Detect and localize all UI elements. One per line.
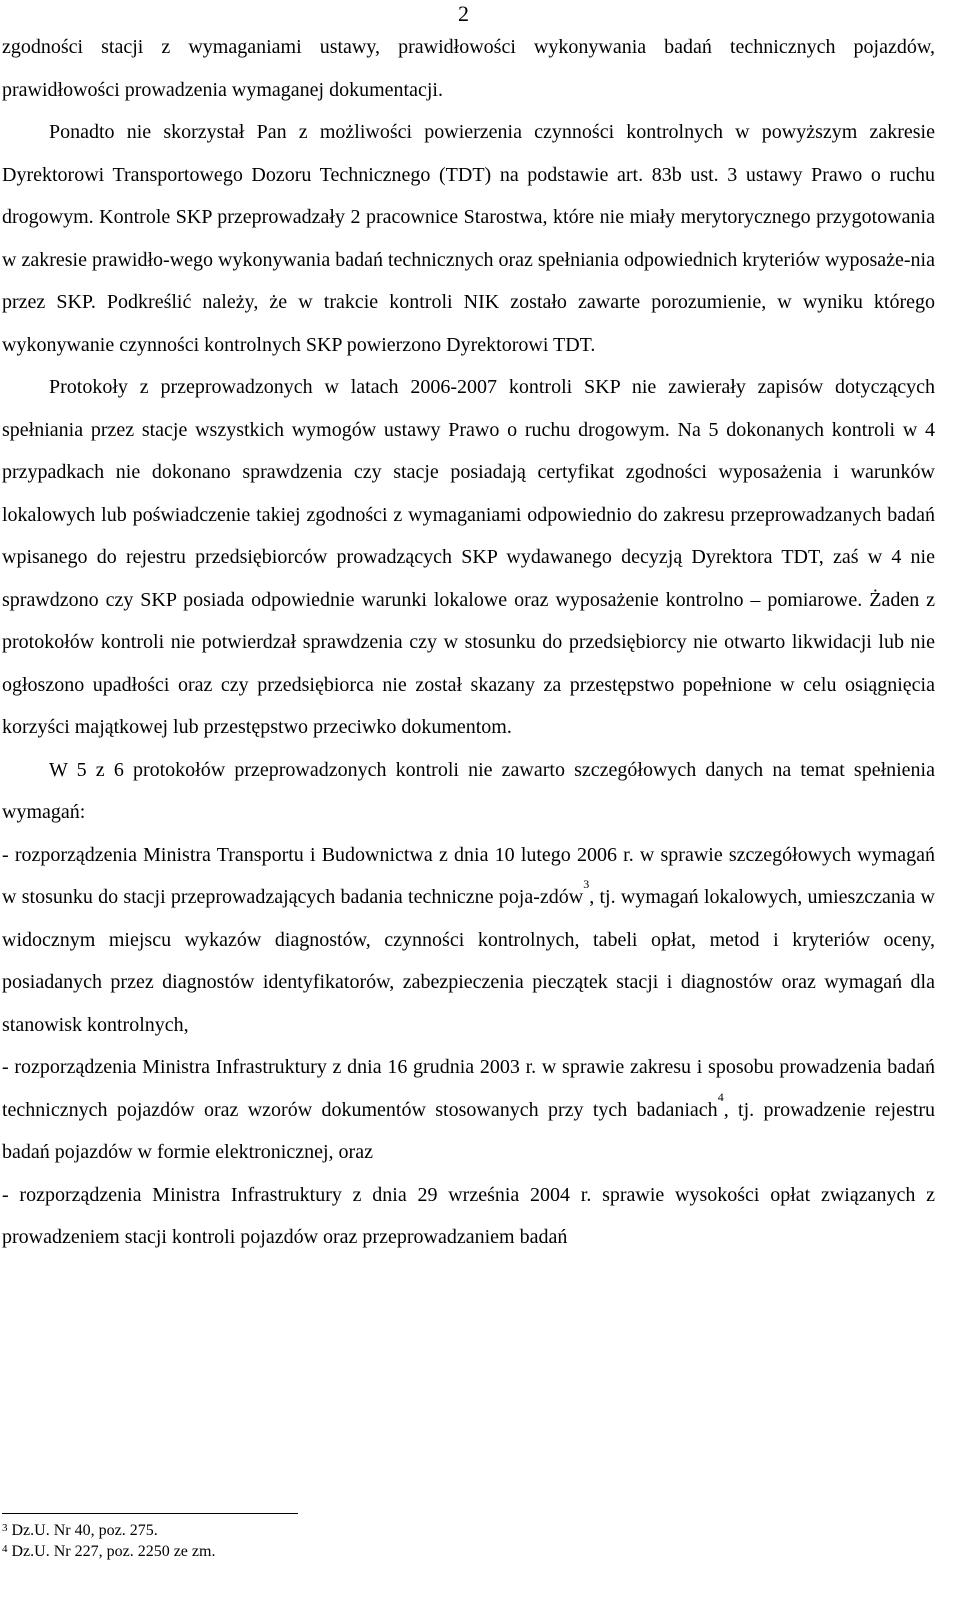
footnote-number: 4 [2, 1543, 8, 1555]
list-item-regulation-3: - rozporządzenia Ministra Infrastruktury z dnia 29 września 2004 r. sprawie wysokości opłat związanych z prowadzeniem stacji kontroli pojazdów oraz przeprowadzaniem badań [2, 1183, 935, 1248]
page-number: 2 [458, 1, 469, 26]
footnote-number: 3 [2, 1522, 8, 1534]
paragraph-2: Ponadto nie skorzystał Pan z możliwości powierzenia czynności kontrolnych w powyższym zakresie Dyrektorowi Transportowego Dozoru Technicznego (TDT) na podstawie art. 83b ust. 3 ustawy Prawo o ruchu drogowym. Kontrole SKP przeprowadzały 2 pracownice Starostwa, które nie miały merytorycznego przygotowania w zakresie prawidło-wego wykonywania badań technicznych oraz spełniania odpowiednich kryteriów wyposaże-nia przez SKP. Podkreślić należy, że w trakcie kontroli NIK zostało zawarte porozumienie, w wyniku którego wykonywanie czynności kontrolnych SKP powierzono Dyrektorowi TDT. [2, 121, 935, 356]
paragraph-4: W 5 z 6 protokołów przeprowadzonych kontroli nie zawarto szczegółowych danych na temat spełnienia wymagań: [2, 758, 935, 823]
footnote-separator [2, 1513, 298, 1514]
footnote-text: Dz.U. Nr 40, poz. 275. [11, 1522, 158, 1539]
footnote-reference: 4 [717, 1089, 724, 1104]
footnote [2, 1541, 215, 1562]
list-item-regulation-2 [2, 1046, 935, 1174]
list-item-text-continued: , tj. prowadzenie rejestru badań pojazdów w formie elektronicznej, oraz [2, 1098, 935, 1163]
list-item-text: - rozporządzenia Ministra Transportu i Budownictwa z dnia 10 lutego 2006 r. w sprawie szczegółowych wymagań w stosunku do stacji przeprowadzających badania techniczne poja-zdów [2, 843, 935, 908]
footnotes [2, 1520, 215, 1562]
body-text [2, 26, 935, 1259]
paragraph-1: zgodności stacji z wymaganiami ustawy, prawidłowości wykonywania badań technicznych pojazdów, prawidłowości prowadzenia wymaganej dokumentacji. [2, 36, 935, 101]
list-item-regulation-1 [2, 834, 935, 1047]
footnote-text: Dz.U. Nr 227, poz. 2250 ze zm. [11, 1543, 216, 1560]
footnote-reference: 3 [583, 877, 590, 891]
footnote [2, 1520, 215, 1541]
list-item-text: - rozporządzenia Ministra Infrastruktury z dnia 16 grudnia 2003 r. w sprawie zakresu i sposobu prowadzenia badań technicznych pojazdów oraz wzorów dokumentów stosowanych przy tych badaniach [2, 1056, 935, 1121]
paragraph-3: Protokoły z przeprowadzonych w latach 2006-2007 kontroli SKP nie zawierały zapisów dotyczących spełniania przez stacje wszystkich wymogów ustawy Prawo o ruchu drogowym. Na 5 dokonanych kontroli w 4 przypadkach nie dokonano sprawdzenia czy stacje posiadają certyfikat zgodności wyposażenia i warunków lokalowych lub poświadczenie takiej zgodności z wymaganiami odpowiednio do zakresu przeprowadzanych badań wpisanego do rejestru przedsiębiorców prowadzących SKP wydawanego decyzją Dyrektora TDT, zaś w 4 nie sprawdzono czy SKP posiada odpowiednie warunki lokalowe oraz wyposażenie kontrolno – pomiarowe. Żaden z protokołów kontroli nie potwierdzał sprawdzenia czy w stosunku do przedsiębiorcy nie otwarto likwidacji lub nie ogłoszono upadłości oraz czy przedsiębiorca nie został skazany za przestępstwo popełnione w celu osiągnięcia korzyści majątkowej lub przestępstwo przeciwko dokumentom. [2, 376, 935, 738]
list-item-text-continued: , tj. wymagań lokalowych, umieszczania w widocznym miejscu wykazów diagnostów, czynności kontrolnych, tabeli opłat, metod i kryteriów oceny, posiadanych przez diagnostów identyfikatorów, zabezpieczenia pieczątek stacji i diagnostów oraz wymagań dla stanowisk kontrolnych, [2, 886, 935, 1036]
